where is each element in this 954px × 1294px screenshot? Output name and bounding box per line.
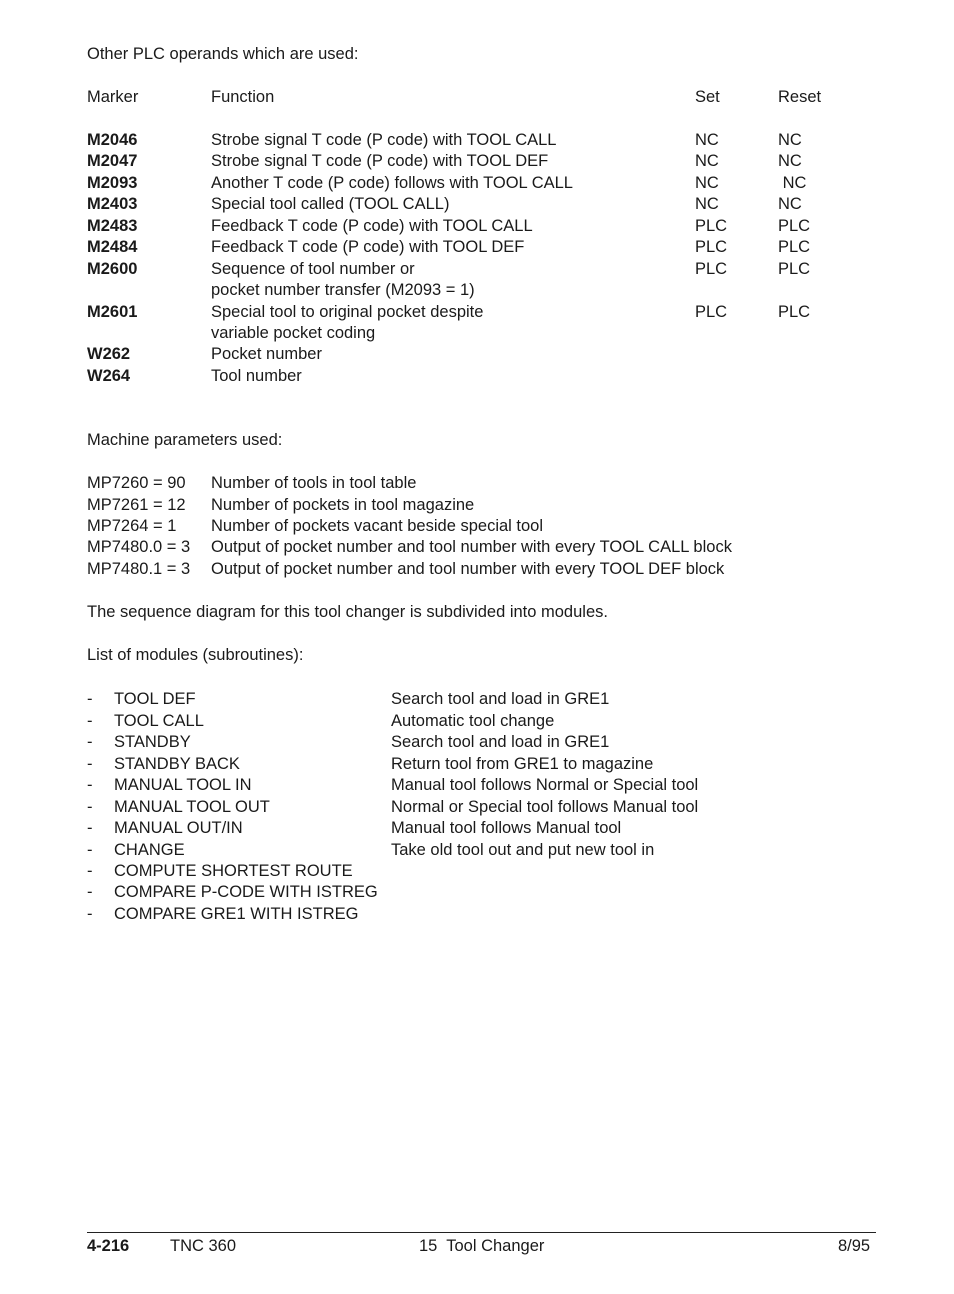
mp-desc: Number of pockets in tool magazine — [211, 496, 475, 514]
operand-set: NC — [695, 152, 719, 170]
module-name: COMPARE GRE1 WITH ISTREG — [114, 905, 359, 923]
mp-desc: Number of tools in tool table — [211, 474, 417, 492]
operand-set: PLC — [695, 238, 728, 256]
operands-intro: Other PLC operands which are used: — [87, 45, 359, 63]
module-desc: Return tool from GRE1 to magazine — [391, 755, 654, 773]
mp-intro: Machine parameters used: — [87, 431, 283, 449]
operand-set: PLC — [695, 303, 728, 321]
operand-reset: PLC — [778, 260, 811, 278]
operand-marker: W264 — [87, 367, 131, 385]
mp-param: MP7480.1 = 3 — [87, 560, 191, 578]
operand-function: Strobe signal T code (P code) with TOOL DEF — [211, 152, 549, 170]
operand-function: Strobe signal T code (P code) with TOOL CALL — [211, 131, 557, 149]
operand-function: Pocket number — [211, 345, 322, 363]
module-name: MANUAL TOOL IN — [114, 776, 252, 794]
operand-marker: M2046 — [87, 131, 138, 149]
module-name: CHANGE — [114, 841, 185, 859]
module-name: STANDBY — [114, 733, 191, 751]
module-bullet: - — [87, 819, 93, 837]
module-bullet: - — [87, 798, 93, 816]
operand-marker: W262 — [87, 345, 131, 363]
operand-set: PLC — [695, 260, 728, 278]
mp-desc: Output of pocket number and tool number with every TOOL DEF block — [211, 560, 725, 578]
operand-set: PLC — [695, 217, 728, 235]
module-name: TOOL CALL — [114, 712, 204, 730]
module-bullet: - — [87, 841, 93, 859]
module-bullet: - — [87, 905, 93, 923]
module-bullet: - — [87, 862, 93, 880]
header-reset: Reset — [778, 88, 822, 106]
operand-marker: M2484 — [87, 238, 138, 256]
operand-function: Sequence of tool number or — [211, 260, 415, 278]
operand-reset: NC — [778, 195, 802, 213]
operand-marker: M2047 — [87, 152, 138, 170]
module-name: STANDBY BACK — [114, 755, 240, 773]
module-name: MANUAL OUT/IN — [114, 819, 243, 837]
module-desc: Manual tool follows Normal or Special tool — [391, 776, 699, 794]
mp-param: MP7480.0 = 3 — [87, 538, 191, 556]
operand-function: Special tool to original pocket despite — [211, 303, 484, 321]
operand-function: Another T code (P code) follows with TOOL CALL — [211, 174, 573, 192]
footer-chapter: 15 Tool Changer — [419, 1237, 545, 1255]
mp-desc: Number of pockets vacant beside special tool — [211, 517, 544, 535]
module-name: TOOL DEF — [114, 690, 196, 708]
operand-set: NC — [695, 195, 719, 213]
modules-intro: List of modules (subroutines): — [87, 646, 304, 664]
operand-reset: PLC — [778, 303, 811, 321]
mp-param: MP7264 = 1 — [87, 517, 177, 535]
mp-param: MP7260 = 90 — [87, 474, 186, 492]
operand-reset: PLC — [778, 217, 811, 235]
module-bullet: - — [87, 755, 93, 773]
module-desc: Normal or Special tool follows Manual tool — [391, 798, 699, 816]
module-desc: Search tool and load in GRE1 — [391, 733, 610, 751]
module-bullet: - — [87, 733, 93, 751]
module-bullet: - — [87, 776, 93, 794]
operand-reset: NC — [778, 152, 802, 170]
operand-function: Special tool called (TOOL CALL) — [211, 195, 450, 213]
operand-set: NC — [695, 174, 719, 192]
operand-reset: NC — [778, 131, 802, 149]
header-function: Function — [211, 88, 275, 106]
module-bullet: - — [87, 690, 93, 708]
operand-marker: M2600 — [87, 260, 138, 278]
operand-marker: M2483 — [87, 217, 138, 235]
mp-param: MP7261 = 12 — [87, 496, 186, 514]
module-desc: Automatic tool change — [391, 712, 555, 730]
footer-rule — [87, 1232, 876, 1233]
module-desc: Search tool and load in GRE1 — [391, 690, 610, 708]
operand-marker: M2601 — [87, 303, 138, 321]
operand-function: Tool number — [211, 367, 302, 385]
footer-page-number: 4-216 — [87, 1237, 130, 1255]
operand-function: Feedback T code (P code) with TOOL DEF — [211, 238, 525, 256]
module-desc: Manual tool follows Manual tool — [391, 819, 622, 837]
module-desc: Take old tool out and put new tool in — [391, 841, 655, 859]
operand-reset: PLC — [778, 238, 811, 256]
header-set: Set — [695, 88, 720, 106]
module-bullet: - — [87, 883, 93, 901]
footer-product: TNC 360 — [170, 1237, 237, 1255]
header-marker: Marker — [87, 88, 139, 106]
sequence-text: The sequence diagram for this tool changer is subdivided into modules. — [87, 603, 608, 621]
footer-date: 8/95 — [838, 1237, 871, 1255]
operand-function-cont: variable pocket coding — [211, 324, 376, 342]
operand-set: NC — [695, 131, 719, 149]
operand-marker: M2093 — [87, 174, 138, 192]
operand-function-cont: pocket number transfer (M2093 = 1) — [211, 281, 475, 299]
module-name: COMPUTE SHORTEST ROUTE — [114, 862, 353, 880]
mp-desc: Output of pocket number and tool number with every TOOL CALL block — [211, 538, 732, 556]
module-name: MANUAL TOOL OUT — [114, 798, 270, 816]
module-name: COMPARE P-CODE WITH ISTREG — [114, 883, 378, 901]
module-bullet: - — [87, 712, 93, 730]
operand-function: Feedback T code (P code) with TOOL CALL — [211, 217, 533, 235]
operand-marker: M2403 — [87, 195, 138, 213]
operand-reset: NC — [778, 174, 807, 192]
